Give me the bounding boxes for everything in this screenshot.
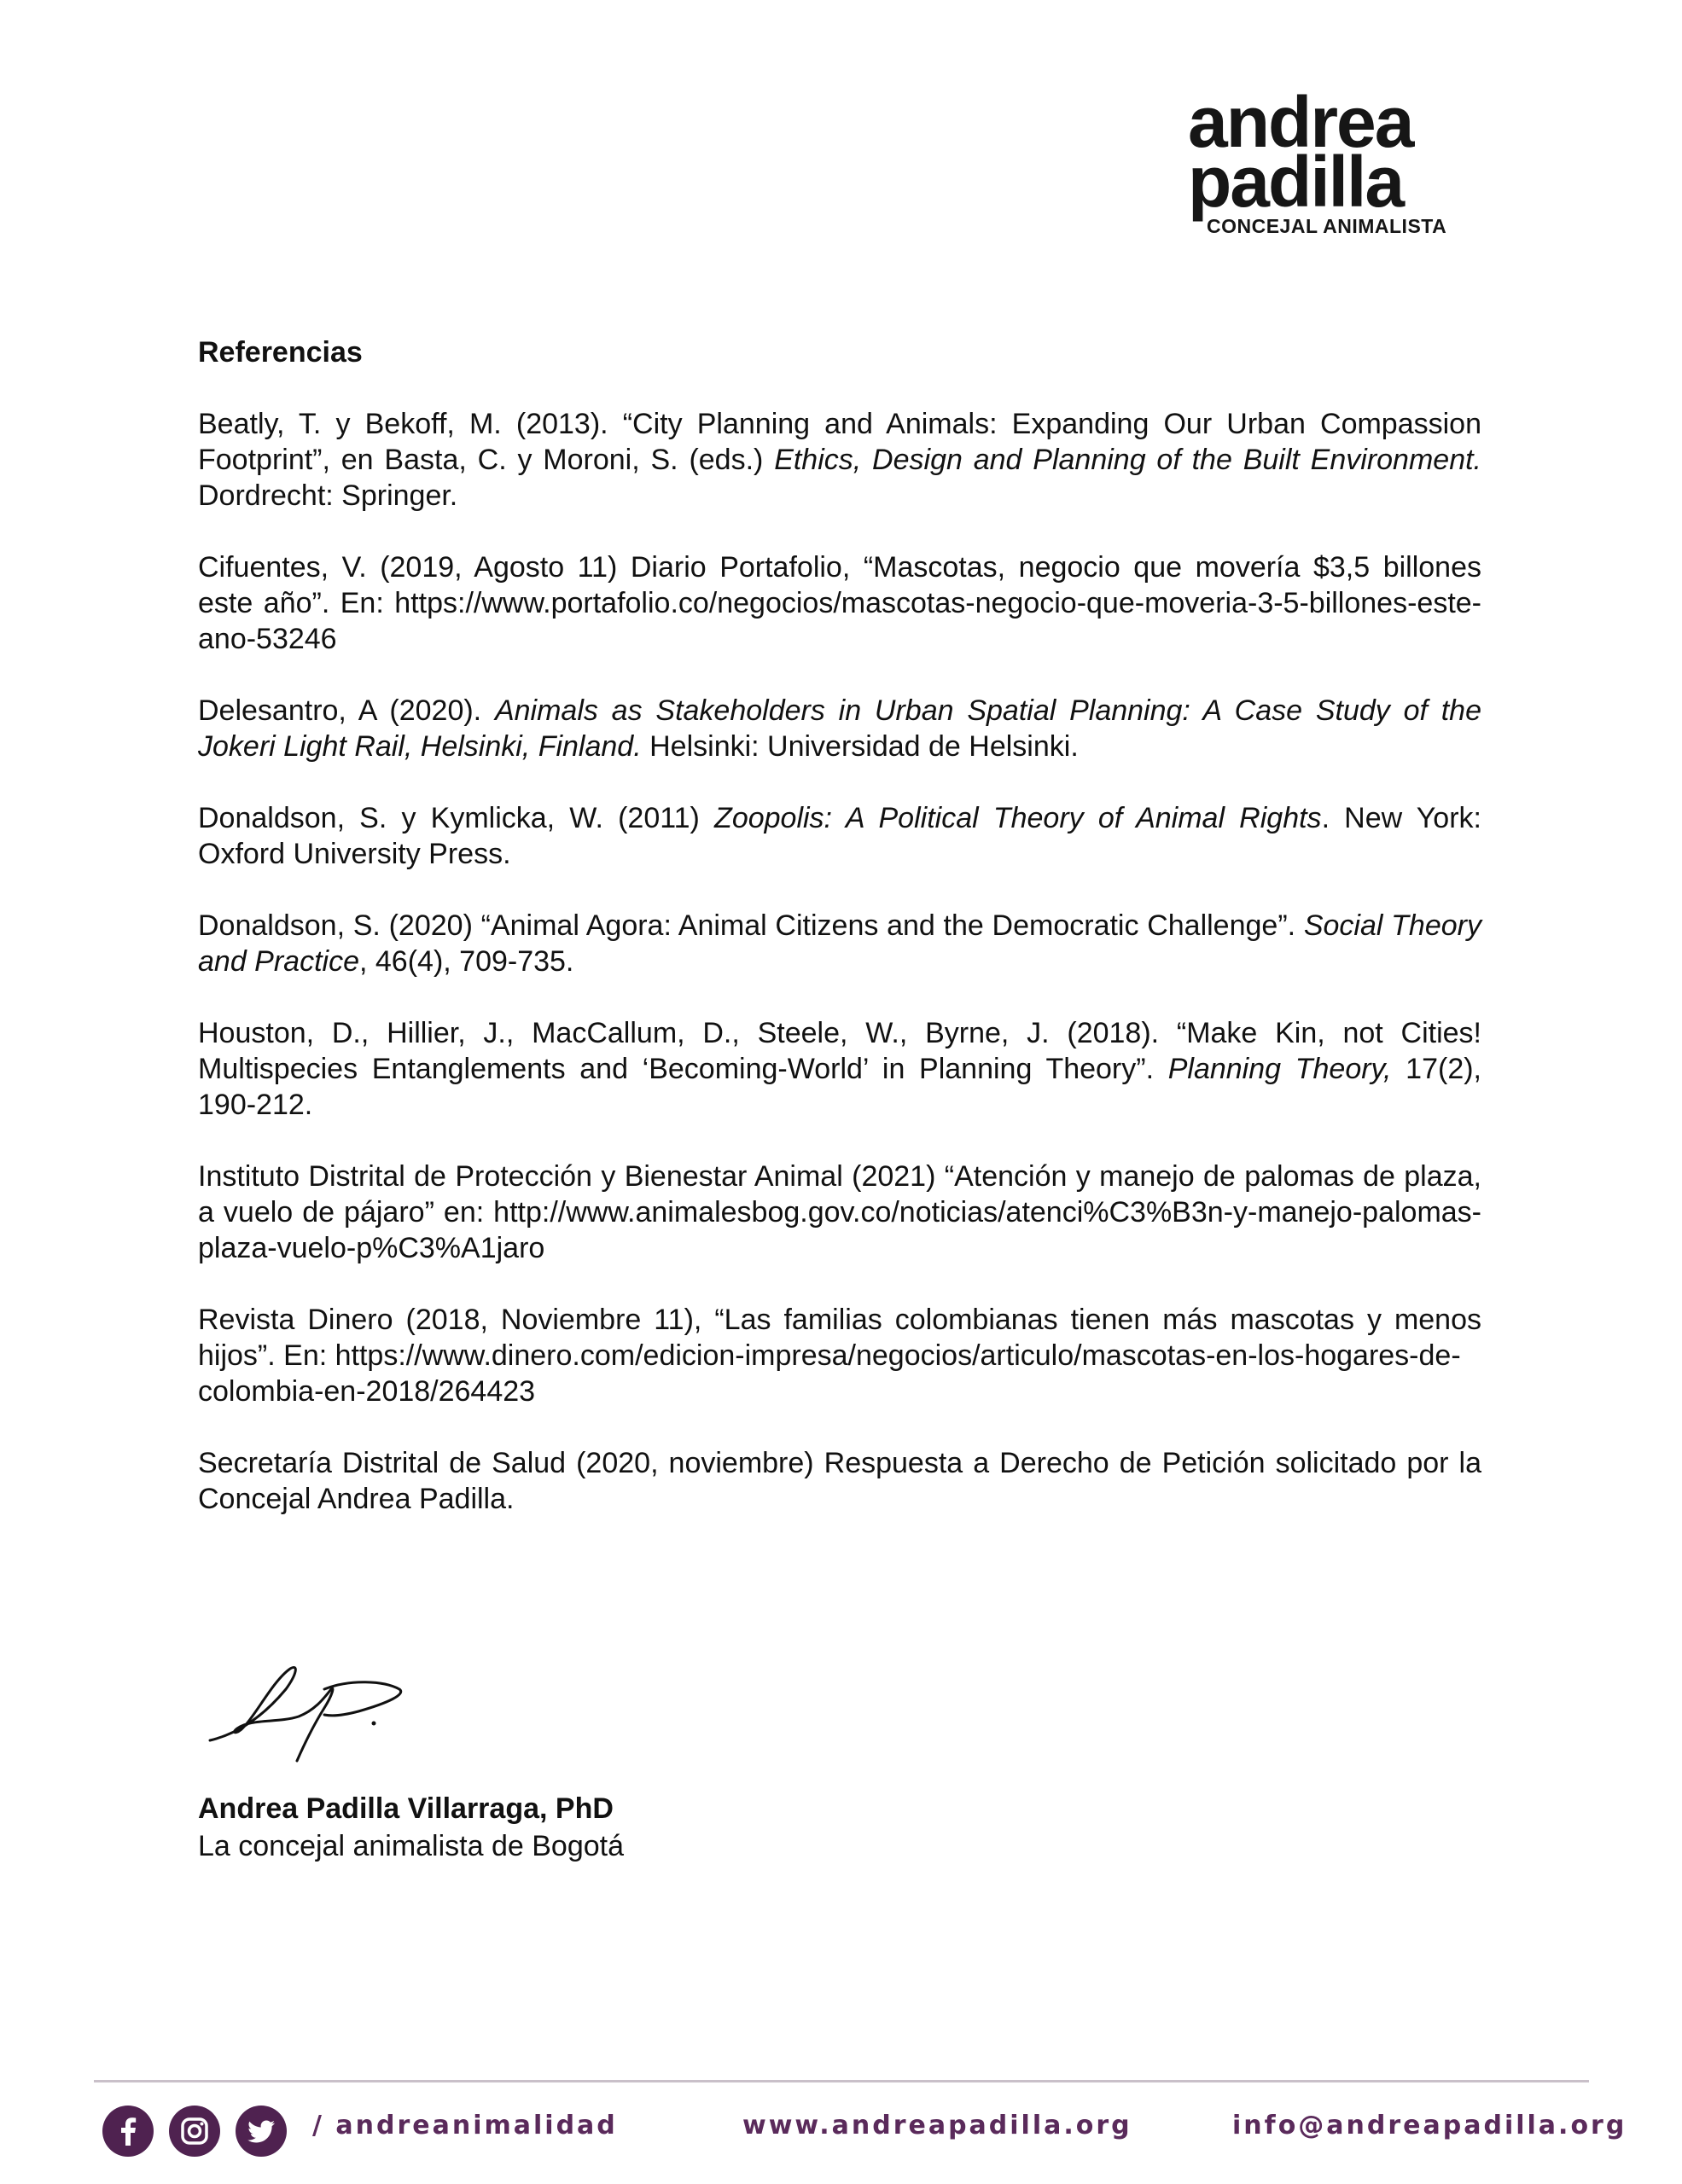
signature-image xyxy=(205,1655,410,1766)
references-section xyxy=(198,334,1481,1553)
logo xyxy=(1188,82,1447,238)
footer-handle[interactable]: / andreanimalidad xyxy=(312,2111,618,2140)
twitter-icon[interactable] xyxy=(236,2106,287,2157)
footer-divider xyxy=(94,2080,1589,2082)
reference-title: Social Theory and Practice xyxy=(198,909,1481,978)
reference-entry xyxy=(198,406,1481,514)
signer-name: Andrea Padilla Villarraga, PhD xyxy=(198,1792,614,1825)
references-heading: Referencias xyxy=(198,336,363,369)
reference-text: Houston, D., Hillier, J., MacCallum, D., Steele, W., Byrne, J. (2018). “Make Kin, not Cities! Multispecies Entanglements and ‘Becoming-World’ in Planning Theory”. xyxy=(198,1017,1481,1085)
reference-text: 17(2), 190-212. xyxy=(198,1053,1481,1121)
reference-text: Beatly, T. y Bekoff, M. (2013). “City Planning and Animals: Expanding Our Urban Compassion Footprint”, en Basta, C. y Moroni, S. (eds.) xyxy=(198,408,1481,476)
logo-subtitle-row xyxy=(1188,215,1447,238)
reference-title: Animals as Stakeholders in Urban Spatial Planning: A Case Study of the Jokeri Light Rail, Helsinki, Finland. xyxy=(198,694,1481,763)
instagram-icon[interactable] xyxy=(169,2106,220,2157)
reference-text: Revista Dinero (2018, Noviembre 11), “Las familias colombianas tienen más mascotas y menos hijos”. En: https://www.dinero.com/edicion-impresa/negocios/articulo/mascotas-en-los-hogares-de- xyxy=(198,1304,1481,1372)
reference-entry xyxy=(198,1302,1481,1409)
reference-text: Cifuentes, V. (2019, Agosto 11) Diario Portafolio, “Mascotas, negocio que movería $3,5 billones este año”. En: https://www.portafolio.co/negocios/mascotas-negocio-que-moveria-3-5-billones-este-ano-53246 xyxy=(198,551,1481,655)
reference-text: Instituto Distrital de Protección y Bienestar Animal (2021) “Atención y manejo de palomas de plaza, a vuelo de pájaro” en: http://www.animalesbog.gov.co/noticias/atenci%C3%B3n-y-manejo-palomas-plaza-vuelo-p%C3%A1jaro xyxy=(198,1160,1481,1264)
reference-text: , 46(4), 709-735. xyxy=(359,945,574,978)
footer-website[interactable]: www.andreapadilla.org xyxy=(742,2111,1132,2140)
reference-entry xyxy=(198,1445,1481,1517)
reference-entry xyxy=(198,1015,1481,1123)
reference-title: Planning Theory, xyxy=(1167,1053,1392,1085)
reference-entry xyxy=(198,800,1481,872)
reference-text: Helsinki: Universidad de Helsinki. xyxy=(641,730,1079,763)
facebook-icon[interactable] xyxy=(102,2106,154,2157)
reference-text: Donaldson, S. y Kymlicka, W. (2011) xyxy=(198,802,715,834)
reference-text: Donaldson, S. (2020) “Animal Agora: Animal Citizens and the Democratic Challenge”. xyxy=(198,909,1304,942)
reference-text: Secretaría Distrital de Salud (2020, noviembre) Respuesta a Derecho de Petición solicitado por la Concejal Andrea Padilla. xyxy=(198,1447,1481,1515)
reference-entry xyxy=(198,1159,1481,1266)
reference-text: Delesantro, A (2020). xyxy=(198,694,495,727)
logo-line-1: andrea xyxy=(1188,82,1413,162)
reference-text: colombia-en-2018/264423 xyxy=(198,1375,536,1408)
logo-subtitle: CONCEJAL ANIMALISTA xyxy=(1207,215,1447,237)
signer-title: La concejal animalista de Bogotá xyxy=(198,1830,624,1862)
logo-line-2: padilla xyxy=(1188,142,1404,222)
footer-email[interactable]: info@andreapadilla.org xyxy=(1232,2111,1627,2140)
reference-text: Dordrecht: Springer. xyxy=(198,479,458,512)
reference-title: Ethics, Design and Planning of the Built Environment. xyxy=(774,444,1481,476)
reference-entry xyxy=(198,908,1481,979)
reference-entry xyxy=(198,693,1481,764)
reference-entry xyxy=(198,549,1481,657)
reference-text: . New York: Oxford University Press. xyxy=(198,802,1481,870)
reference-list xyxy=(198,406,1481,1517)
signer-block xyxy=(198,1790,624,1865)
reference-title: Zoopolis: A Political Theory of Animal Rights xyxy=(714,802,1322,834)
